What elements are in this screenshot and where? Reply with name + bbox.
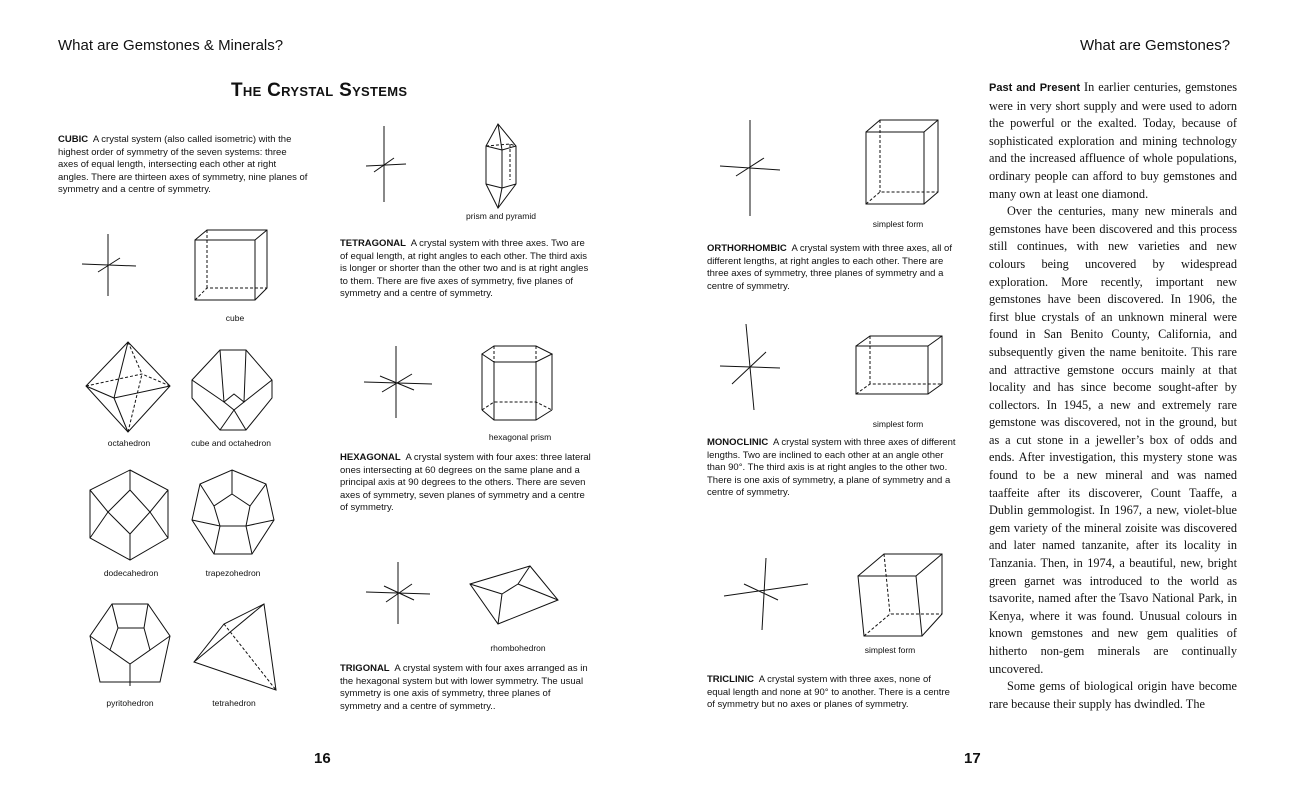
monoclinic-text: A crystal system with three axes of different lengths. Two are inclined to each other at an angle other than 90°. The third axis is at right angles to the other two. There is one axis of symmetry, a plane of symmetry and a centre of symmetry. <box>707 437 956 498</box>
page-number-left: 16 <box>314 750 331 767</box>
pyritohedron-diagram <box>86 600 174 694</box>
caption-dodecahedron: dodecahedron <box>103 568 159 578</box>
cube-octahedron-diagram <box>190 348 274 432</box>
caption-trapezohedron: trapezohedron <box>205 568 261 578</box>
triclinic-text: A crystal system with three axes, none of equal length and none at 90° to another. There is a centre of symmetry but no axes or planes of symmetry. <box>707 674 950 710</box>
prism-pyramid-diagram <box>482 122 528 210</box>
monoclinic-form-diagram <box>854 334 944 396</box>
triclinic-form-diagram <box>856 552 944 638</box>
orthorhombic-form-diagram <box>864 118 944 206</box>
running-head-left: What are Gemstones & Minerals? <box>58 37 284 54</box>
cube-diagram <box>190 228 270 302</box>
tetragonal-label: TETRAGONAL <box>340 238 406 249</box>
cubic-label: CUBIC <box>58 134 89 145</box>
caption-tri-form: simplest form <box>864 645 916 655</box>
caption-pyritohedron: pyritohedron <box>106 698 154 708</box>
page-number-right: 17 <box>964 750 981 767</box>
caption-cube-octahedron: cube and octahedron <box>191 438 271 448</box>
hexagonal-prism-diagram <box>480 344 556 422</box>
tetragonal-text: A crystal system with three axes. Two are of equal length, at right angles to each other. The third axis is longer or shorter than the other two and is at right angles to them. There are five axes of symmetry, five planes of symmetry and a centre of symmetry. <box>340 238 589 299</box>
monoclinic-description <box>707 437 957 500</box>
caption-ortho-form: simplest form <box>872 219 924 229</box>
hexagonal-description <box>340 452 592 515</box>
caption-cube: cube <box>225 313 245 323</box>
caption-octahedron: octahedron <box>107 438 151 448</box>
caption-tetrahedron: tetrahedron <box>212 698 256 708</box>
cubic-axes-diagram <box>78 232 140 298</box>
orthorhombic-description <box>707 243 957 293</box>
orthorhombic-axes-diagram <box>718 118 782 218</box>
hexagonal-axes-diagram <box>362 344 434 420</box>
tetragonal-axes-diagram <box>360 124 410 204</box>
article-paragraph-2: Over the centuries, many new minerals and gemstones have been discovered and this process still continues, with new varieties and new colours being uncovered by widespread exploration. More recently, important new gemstones have been discovered. In 1906, the first blue crystals of an unknown mineral were found in San Benito County, California, and subsequently given the name benitoite. This rare and attractive gemstone occurs mainly at that locality and has since become sought-after by collectors. In 1945, a new and extremely rare gemstone was discovered, not in the ground, but as a cut stone in a jeweller’s box of odds and ends. After investigation, this mystery stone was found to be a new mineral and was named taaffeite after its discoverer, Count Taaffe, a Dublin gemmologist. In 1967, a new, violet-blue gem variety of the mineral zoisite was discovered and later named tanzanite, after its locality in Tanzania. Then, in 1974, a beautiful, new, bright green garnet was introduced to the world as tsavorite, named after the Tsavo National Park, in Kenya, where it was found. Unusual colours in known gemstones and new gem qualities of hitherto non-gem minerals are continually uncovered. <box>989 204 1237 676</box>
tetrahedron-diagram <box>192 602 278 694</box>
monoclinic-label: MONOCLINIC <box>707 437 769 448</box>
dodecahedron-diagram <box>86 468 176 562</box>
caption-hexagonal-prism: hexagonal prism <box>488 432 552 442</box>
cubic-description <box>58 134 308 197</box>
trapezohedron-diagram <box>190 468 276 560</box>
hexagonal-label: HEXAGONAL <box>340 452 401 463</box>
page-title: The Crystal Systems <box>231 80 408 101</box>
rhombohedron-diagram <box>468 564 560 626</box>
triclinic-label: TRICLINIC <box>707 674 754 685</box>
caption-prism-pyramid: prism and pyramid <box>466 211 536 221</box>
article-paragraph-3: Some gems of biological origin have become rare because their supply has dwindled. The <box>989 679 1237 711</box>
monoclinic-axes-diagram <box>718 322 782 412</box>
hexagonal-text: A crystal system with four axes: three lateral ones intersecting at 60 degrees on the same plane and a principal axis at 90 degrees to the others. There are seven axes of symmetry, seven planes of symmetry and a centre of symmetry. <box>340 452 591 513</box>
triclinic-description <box>707 674 953 712</box>
tetragonal-description <box>340 238 592 301</box>
caption-rhombohedron: rhombohedron <box>490 643 546 653</box>
cubic-text: A crystal system (also called isometric) with the highest order of symmetry of the seven systems: three axes of equal length, intersecting each other at right angles. There are thirteen axes of symmetry, nine planes of symmetry and a centre of symmetry. <box>58 134 308 195</box>
triclinic-axes-diagram <box>722 556 810 632</box>
article-past-and-present <box>989 79 1237 727</box>
trigonal-description <box>340 663 592 713</box>
article-paragraph-1 <box>989 79 1237 203</box>
trigonal-label: TRIGONAL <box>340 663 390 674</box>
trigonal-text: A crystal system with four axes arranged as in the hexagonal system but with lower symmetry. The usual symmetry is one axis of symmetry, three planes of symmetry and a centre of symmetry.. <box>340 663 588 712</box>
orthorhombic-label: ORTHORHOMBIC <box>707 243 787 254</box>
article-heading: Past and Present <box>989 82 1081 94</box>
octahedron-diagram <box>84 340 174 434</box>
running-head-right: What are Gemstones? <box>1080 37 1231 54</box>
caption-mono-form: simplest form <box>872 419 924 429</box>
article-p1-text: In earlier centuries, gemstones were in very short supply and were used to adorn the powerful or the exalted. Today, because of sophisticated exploration and mining technology and the increased affluence of whole populations, ordinary people can afford to buy gemstones and many own at least one diamond. <box>989 80 1237 201</box>
trigonal-axes-diagram <box>364 560 432 626</box>
orthorhombic-text: A crystal system with three axes, all of different lengths, at right angles to each other. There are three axes of symmetry, three planes of symmetry and a centre of symmetry. <box>707 243 952 292</box>
